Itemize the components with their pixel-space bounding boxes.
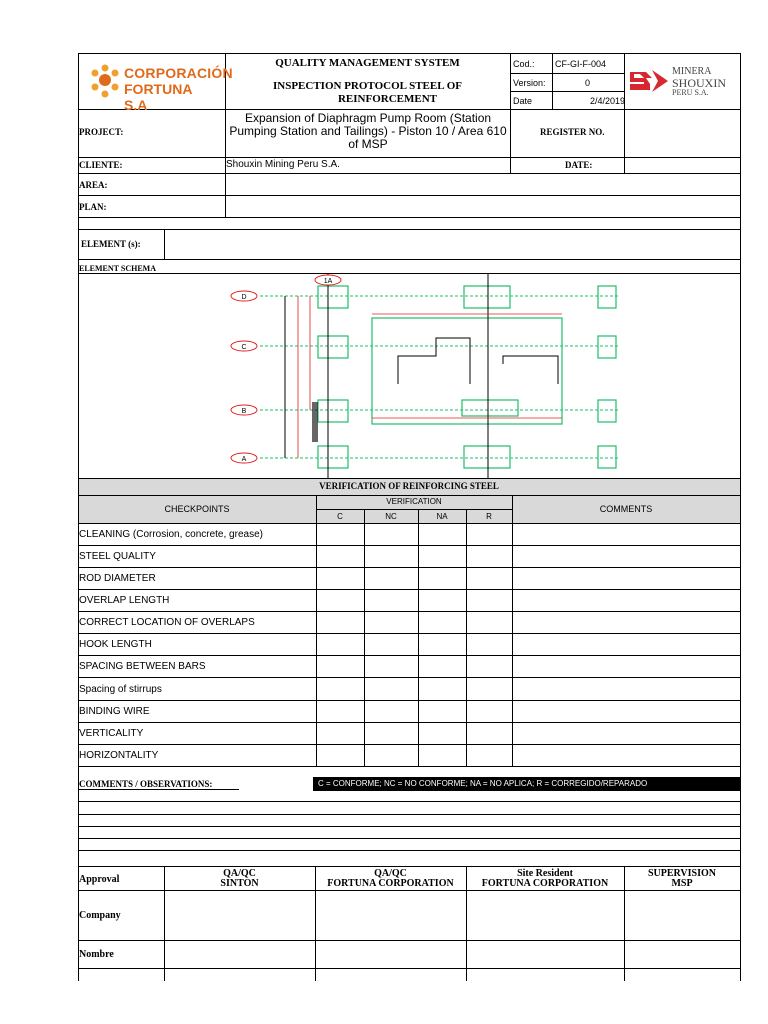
approval-col4-line2: MSP (671, 878, 693, 889)
fortuna-logo (88, 61, 233, 113)
checkpoint-stirrup-spacing: Spacing of stirrups (79, 684, 162, 695)
element-schema-drawing (220, 274, 620, 478)
axis-label-d: D (241, 294, 247, 301)
approval-label: Approval (79, 874, 120, 885)
project-label: PROJECT: (79, 127, 124, 137)
shouxin-logo (628, 62, 738, 102)
fortuna-sun-icon (88, 63, 122, 99)
checkpoint-binding-wire: BINDING WIRE (79, 706, 150, 717)
project-value: Expansion of Diaphragm Pump Room (Station Pumping Station and Tailings) - Piston 10 / Area 610 of MSP (229, 111, 507, 151)
checkpoint-cleaning: CLEANING (Corrosion, concrete, grease) (79, 529, 263, 540)
legend-bar: C = CONFORME; NC = NO CONFORME; NA = NO APLICA; R = CORREGIDO/REPARADO (313, 777, 740, 791)
schema-plan-svg (220, 274, 620, 478)
checkpoints-header: CHECKPOINTS (164, 504, 230, 514)
approval-col2-line1: QA/QC (374, 868, 407, 879)
area-label: AREA: (79, 180, 108, 190)
col-na-header: NA (436, 512, 448, 521)
date-field-label: DATE: (565, 160, 593, 170)
title-line1: QUALITY MANAGEMENT SYSTEM (275, 57, 460, 69)
checkpoint-bar-spacing: SPACING BETWEEN BARS (79, 661, 206, 672)
shouxin-logo-line2: SHOUXIN (672, 76, 726, 90)
checkpoint-overlap-length: OVERLAP LENGTH (79, 595, 170, 606)
approval-col3 (466, 869, 624, 889)
version-label: Version: (513, 78, 546, 88)
version-value: 0 (585, 78, 591, 88)
comments-header: COMMENTS (599, 504, 653, 514)
axis-label-a: A (241, 456, 247, 463)
register-label: REGISTER NO. (540, 127, 605, 137)
approval-col3-line1: Site Resident (517, 868, 573, 879)
approval-col3-line2: FORTUNA CORPORATION (481, 878, 609, 889)
checkpoint-overlap-location: CORRECT LOCATION OF OVERLAPS (79, 617, 255, 628)
verification-title: VERIFICATION OF REINFORCING STEEL (319, 481, 499, 491)
approval-col1-line1: QA/QC (223, 868, 256, 879)
checkpoint-horizontality: HORIZONTALITY (79, 750, 159, 761)
approval-col4-line1: SUPERVISION (648, 868, 716, 879)
checkpoint-steel-quality: STEEL QUALITY (79, 551, 156, 562)
verification-header: VERIFICATION (386, 497, 442, 506)
approval-col2 (315, 869, 466, 889)
element-label: ELEMENT (s): (81, 239, 141, 249)
approval-col1-line2: SINTON (220, 878, 259, 889)
checkpoint-rod-diameter: ROD DIAMETER (79, 573, 156, 584)
nombre-label: Nombre (79, 949, 114, 960)
fortuna-logo-line2: FORTUNA S.A (124, 81, 192, 113)
col-nc-header: NC (385, 512, 397, 521)
date-label: Date (513, 96, 533, 106)
title-line3: REINFORCEMENT (337, 93, 437, 105)
cliente-label: CLIENTE: (79, 160, 123, 170)
date-value: 2/4/2019 (590, 96, 626, 106)
fortuna-logo-line1: CORPORACIÓN (124, 65, 233, 81)
shouxin-logo-line3: PERU S.A. (672, 88, 709, 97)
approval-col2-line2: FORTUNA CORPORATION (327, 878, 454, 889)
axis-label-1a: 1A (323, 278, 333, 285)
checkpoint-verticality: VERTICALITY (79, 728, 144, 739)
checkpoint-hook-length: HOOK LENGTH (79, 639, 152, 650)
approval-col1 (164, 869, 315, 889)
company-label: Company (79, 910, 121, 921)
cliente-value: Shouxin Mining Peru S.A. (226, 159, 340, 170)
schema-label: ELEMENT SCHEMA (79, 264, 156, 273)
cod-label: Cod.: (513, 59, 535, 69)
axis-label-b: B (241, 408, 247, 415)
plan-label: PLAN: (79, 202, 107, 212)
col-r-header: R (486, 512, 492, 521)
comments-label: COMMENTS / OBSERVATIONS: (79, 779, 239, 790)
shouxin-mark-icon (628, 64, 668, 98)
cod-value: CF-GI-F-004 (555, 59, 607, 69)
title-line2: INSPECTION PROTOCOL STEEL OF (273, 80, 462, 92)
col-c-header: C (337, 512, 343, 521)
axis-label-c: C (241, 344, 247, 351)
shouxin-logo-line1: MINERA (672, 66, 712, 77)
approval-col4 (624, 869, 740, 889)
